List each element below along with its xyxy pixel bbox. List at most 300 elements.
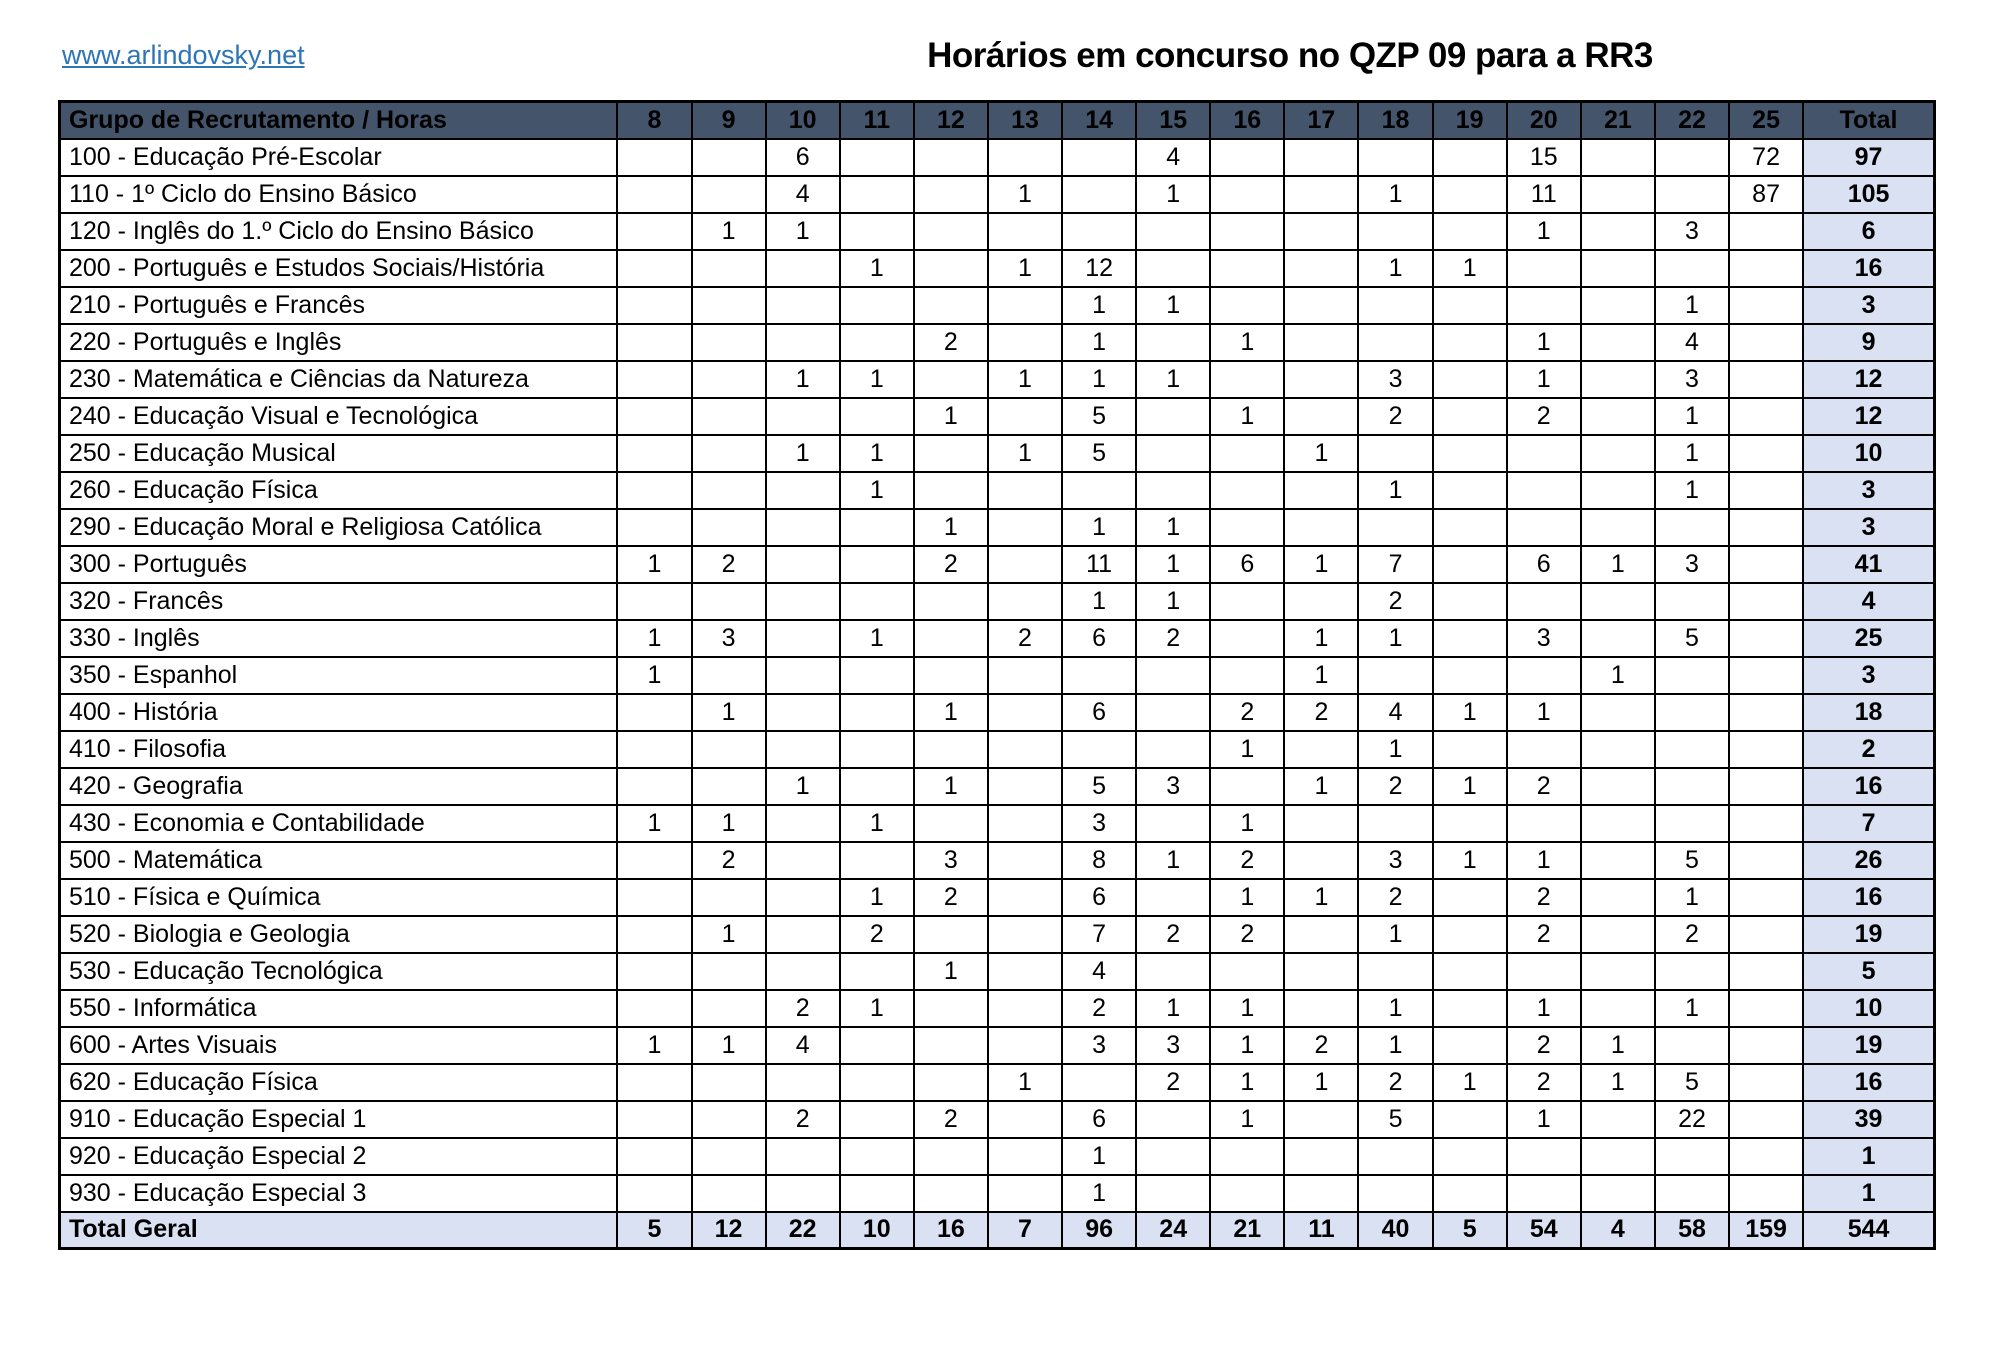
hours-cell-19 xyxy=(1433,1138,1507,1175)
hours-cell-8 xyxy=(617,213,691,250)
hours-cell-25 xyxy=(1729,1027,1803,1064)
hours-cell-11 xyxy=(840,657,914,694)
hours-cell-19 xyxy=(1433,213,1507,250)
hours-cell-22: 1 xyxy=(1655,472,1729,509)
total-cell: 16 xyxy=(1803,250,1934,287)
column-header-20: 20 xyxy=(1507,102,1581,139)
total-cell: 18 xyxy=(1803,694,1934,731)
hours-cell-8 xyxy=(617,472,691,509)
hours-cell-22 xyxy=(1655,657,1729,694)
hours-cell-15: 2 xyxy=(1136,1064,1210,1101)
hours-cell-10 xyxy=(766,509,840,546)
hours-cell-22: 1 xyxy=(1655,879,1729,916)
hours-cell-20 xyxy=(1507,250,1581,287)
group-cell: 930 - Educação Especial 3 xyxy=(60,1175,618,1212)
hours-cell-21 xyxy=(1581,472,1655,509)
table-row xyxy=(60,805,1935,842)
hours-cell-21 xyxy=(1581,842,1655,879)
hours-cell-20: 2 xyxy=(1507,879,1581,916)
hours-cell-17: 1 xyxy=(1284,620,1358,657)
hours-cell-14: 8 xyxy=(1062,842,1136,879)
hours-cell-9 xyxy=(692,990,766,1027)
hours-cell-8 xyxy=(617,583,691,620)
group-cell: 920 - Educação Especial 2 xyxy=(60,1138,618,1175)
table-row xyxy=(60,1064,1935,1101)
hours-cell-16: 6 xyxy=(1210,546,1284,583)
column-header-21: 21 xyxy=(1581,102,1655,139)
hours-cell-8: 5 xyxy=(617,1212,691,1249)
hours-cell-13 xyxy=(988,731,1062,768)
hours-cell-11: 2 xyxy=(840,916,914,953)
hours-cell-25 xyxy=(1729,953,1803,990)
group-cell: 910 - Educação Especial 1 xyxy=(60,1101,618,1138)
hours-cell-22: 2 xyxy=(1655,916,1729,953)
hours-cell-17 xyxy=(1284,805,1358,842)
table-row xyxy=(60,139,1935,176)
total-cell: 9 xyxy=(1803,324,1934,361)
hours-cell-9: 2 xyxy=(692,842,766,879)
hours-cell-12 xyxy=(914,361,988,398)
hours-cell-13: 1 xyxy=(988,435,1062,472)
table-row xyxy=(60,546,1935,583)
hours-cell-22: 58 xyxy=(1655,1212,1729,1249)
column-header-12: 12 xyxy=(914,102,988,139)
table-row xyxy=(60,398,1935,435)
group-cell: 250 - Educação Musical xyxy=(60,435,618,472)
hours-cell-12 xyxy=(914,472,988,509)
hours-cell-18 xyxy=(1358,953,1432,990)
hours-cell-20: 1 xyxy=(1507,361,1581,398)
hours-cell-19 xyxy=(1433,583,1507,620)
total-cell: 16 xyxy=(1803,1064,1934,1101)
hours-cell-14: 3 xyxy=(1062,1027,1136,1064)
hours-cell-13 xyxy=(988,509,1062,546)
hours-cell-21 xyxy=(1581,916,1655,953)
hours-cell-15: 3 xyxy=(1136,1027,1210,1064)
hours-cell-21 xyxy=(1581,250,1655,287)
hours-cell-11 xyxy=(840,953,914,990)
hours-cell-25 xyxy=(1729,805,1803,842)
hours-cell-18: 1 xyxy=(1358,176,1432,213)
total-cell: 544 xyxy=(1803,1212,1934,1249)
hours-cell-12 xyxy=(914,139,988,176)
hours-cell-13 xyxy=(988,694,1062,731)
total-cell: 3 xyxy=(1803,472,1934,509)
hours-cell-16 xyxy=(1210,1175,1284,1212)
hours-cell-9: 2 xyxy=(692,546,766,583)
group-cell: 220 - Português e Inglês xyxy=(60,324,618,361)
hours-cell-13: 7 xyxy=(988,1212,1062,1249)
hours-cell-21 xyxy=(1581,879,1655,916)
hours-cell-9 xyxy=(692,768,766,805)
table-row xyxy=(60,768,1935,805)
hours-cell-16 xyxy=(1210,361,1284,398)
hours-cell-14: 5 xyxy=(1062,398,1136,435)
hours-cell-20 xyxy=(1507,583,1581,620)
hours-cell-12: 2 xyxy=(914,1101,988,1138)
hours-cell-8 xyxy=(617,287,691,324)
hours-cell-21 xyxy=(1581,287,1655,324)
hours-cell-12 xyxy=(914,731,988,768)
group-cell: 200 - Português e Estudos Sociais/História xyxy=(60,250,618,287)
total-cell: 25 xyxy=(1803,620,1934,657)
total-cell: 4 xyxy=(1803,583,1934,620)
hours-cell-11 xyxy=(840,1064,914,1101)
hours-cell-22 xyxy=(1655,694,1729,731)
hours-cell-12: 1 xyxy=(914,953,988,990)
hours-cell-14: 6 xyxy=(1062,620,1136,657)
hours-cell-11 xyxy=(840,1175,914,1212)
hours-cell-10 xyxy=(766,842,840,879)
hours-cell-11 xyxy=(840,176,914,213)
hours-cell-16 xyxy=(1210,509,1284,546)
hours-cell-16 xyxy=(1210,176,1284,213)
hours-cell-19 xyxy=(1433,731,1507,768)
hours-cell-14: 1 xyxy=(1062,1175,1136,1212)
table-row xyxy=(60,361,1935,398)
hours-cell-14: 2 xyxy=(1062,990,1136,1027)
table-row xyxy=(60,1175,1935,1212)
hours-table xyxy=(58,100,1936,1250)
hours-cell-19 xyxy=(1433,657,1507,694)
hours-cell-16 xyxy=(1210,1138,1284,1175)
hours-cell-18: 2 xyxy=(1358,398,1432,435)
hours-cell-21: 1 xyxy=(1581,1027,1655,1064)
hours-cell-21 xyxy=(1581,1138,1655,1175)
hours-cell-11 xyxy=(840,842,914,879)
hours-cell-9 xyxy=(692,1101,766,1138)
hours-cell-11 xyxy=(840,1027,914,1064)
hours-cell-19 xyxy=(1433,324,1507,361)
hours-cell-10 xyxy=(766,250,840,287)
hours-cell-21 xyxy=(1581,213,1655,250)
hours-cell-15: 1 xyxy=(1136,287,1210,324)
hours-cell-19 xyxy=(1433,916,1507,953)
hours-cell-17 xyxy=(1284,953,1358,990)
site-link[interactable]: www.arlindovsky.net xyxy=(62,40,305,70)
group-cell: 550 - Informática xyxy=(60,990,618,1027)
hours-cell-19: 1 xyxy=(1433,250,1507,287)
hours-cell-13 xyxy=(988,1175,1062,1212)
hours-cell-12: 1 xyxy=(914,398,988,435)
hours-cell-8 xyxy=(617,879,691,916)
hours-cell-17 xyxy=(1284,250,1358,287)
hours-cell-12: 3 xyxy=(914,842,988,879)
hours-cell-16: 1 xyxy=(1210,990,1284,1027)
hours-cell-21 xyxy=(1581,509,1655,546)
hours-cell-14 xyxy=(1062,139,1136,176)
table-row xyxy=(60,1138,1935,1175)
hours-cell-22: 1 xyxy=(1655,435,1729,472)
hours-cell-21: 1 xyxy=(1581,1064,1655,1101)
hours-cell-9: 1 xyxy=(692,805,766,842)
hours-cell-8 xyxy=(617,139,691,176)
total-cell: 41 xyxy=(1803,546,1934,583)
group-cell: 240 - Educação Visual e Tecnológica xyxy=(60,398,618,435)
hours-cell-19 xyxy=(1433,435,1507,472)
hours-cell-17 xyxy=(1284,213,1358,250)
hours-cell-17 xyxy=(1284,472,1358,509)
hours-cell-18 xyxy=(1358,1138,1432,1175)
hours-cell-21 xyxy=(1581,398,1655,435)
group-cell: 350 - Espanhol xyxy=(60,657,618,694)
hours-cell-17: 1 xyxy=(1284,1064,1358,1101)
hours-cell-13: 1 xyxy=(988,361,1062,398)
hours-cell-16: 1 xyxy=(1210,1027,1284,1064)
total-cell: 16 xyxy=(1803,879,1934,916)
hours-cell-9: 1 xyxy=(692,916,766,953)
hours-cell-14: 5 xyxy=(1062,768,1136,805)
hours-cell-25 xyxy=(1729,1175,1803,1212)
hours-cell-19 xyxy=(1433,398,1507,435)
hours-cell-9: 1 xyxy=(692,1027,766,1064)
hours-cell-13: 1 xyxy=(988,250,1062,287)
hours-cell-10: 1 xyxy=(766,213,840,250)
hours-cell-9 xyxy=(692,398,766,435)
hours-cell-21: 1 xyxy=(1581,546,1655,583)
hours-cell-8 xyxy=(617,398,691,435)
hours-cell-9 xyxy=(692,1175,766,1212)
hours-cell-17 xyxy=(1284,842,1358,879)
hours-cell-16 xyxy=(1210,472,1284,509)
hours-cell-17 xyxy=(1284,139,1358,176)
group-cell: 290 - Educação Moral e Religiosa Católica xyxy=(60,509,618,546)
hours-cell-13 xyxy=(988,1027,1062,1064)
hours-cell-17 xyxy=(1284,990,1358,1027)
table-row xyxy=(60,213,1935,250)
hours-cell-12 xyxy=(914,176,988,213)
hours-cell-18: 1 xyxy=(1358,731,1432,768)
table-row xyxy=(60,842,1935,879)
hours-cell-15: 1 xyxy=(1136,509,1210,546)
hours-cell-18: 1 xyxy=(1358,472,1432,509)
hours-cell-16 xyxy=(1210,620,1284,657)
hours-cell-18 xyxy=(1358,435,1432,472)
hours-cell-22 xyxy=(1655,139,1729,176)
hours-cell-22 xyxy=(1655,805,1729,842)
hours-cell-13 xyxy=(988,768,1062,805)
hours-cell-19 xyxy=(1433,1101,1507,1138)
hours-cell-21: 4 xyxy=(1581,1212,1655,1249)
hours-cell-25 xyxy=(1729,657,1803,694)
hours-cell-18 xyxy=(1358,1175,1432,1212)
hours-cell-25 xyxy=(1729,879,1803,916)
hours-cell-10: 2 xyxy=(766,990,840,1027)
hours-cell-18: 40 xyxy=(1358,1212,1432,1249)
hours-cell-9 xyxy=(692,1138,766,1175)
hours-cell-21 xyxy=(1581,324,1655,361)
hours-cell-12: 1 xyxy=(914,509,988,546)
hours-cell-11 xyxy=(840,509,914,546)
hours-cell-13 xyxy=(988,139,1062,176)
hours-cell-16 xyxy=(1210,287,1284,324)
hours-cell-12: 1 xyxy=(914,694,988,731)
hours-cell-22 xyxy=(1655,731,1729,768)
hours-cell-10: 2 xyxy=(766,1101,840,1138)
hours-cell-11: 1 xyxy=(840,805,914,842)
hours-cell-8 xyxy=(617,953,691,990)
hours-cell-10 xyxy=(766,324,840,361)
hours-cell-8 xyxy=(617,768,691,805)
hours-cell-25 xyxy=(1729,694,1803,731)
group-cell: 210 - Português e Francês xyxy=(60,287,618,324)
hours-cell-16 xyxy=(1210,139,1284,176)
hours-cell-14 xyxy=(1062,176,1136,213)
hours-cell-18 xyxy=(1358,287,1432,324)
hours-cell-13 xyxy=(988,324,1062,361)
hours-cell-16: 1 xyxy=(1210,731,1284,768)
hours-cell-10: 4 xyxy=(766,176,840,213)
hours-cell-21 xyxy=(1581,953,1655,990)
hours-cell-17: 1 xyxy=(1284,657,1358,694)
table-row xyxy=(60,990,1935,1027)
hours-cell-22: 4 xyxy=(1655,324,1729,361)
hours-cell-17 xyxy=(1284,1175,1358,1212)
hours-cell-15 xyxy=(1136,694,1210,731)
hours-cell-22: 3 xyxy=(1655,361,1729,398)
total-cell: 19 xyxy=(1803,916,1934,953)
hours-cell-8: 1 xyxy=(617,657,691,694)
hours-cell-21 xyxy=(1581,1175,1655,1212)
hours-cell-18: 3 xyxy=(1358,842,1432,879)
table-row xyxy=(60,250,1935,287)
hours-cell-14: 12 xyxy=(1062,250,1136,287)
column-header-13: 13 xyxy=(988,102,1062,139)
hours-cell-15: 1 xyxy=(1136,546,1210,583)
hours-cell-18: 1 xyxy=(1358,1027,1432,1064)
hours-cell-18: 2 xyxy=(1358,583,1432,620)
hours-cell-8 xyxy=(617,1101,691,1138)
hours-cell-25 xyxy=(1729,916,1803,953)
hours-cell-8 xyxy=(617,1064,691,1101)
hours-cell-25 xyxy=(1729,472,1803,509)
hours-cell-12 xyxy=(914,583,988,620)
hours-cell-25 xyxy=(1729,1101,1803,1138)
total-cell: 3 xyxy=(1803,657,1934,694)
hours-cell-10 xyxy=(766,546,840,583)
hours-cell-20: 1 xyxy=(1507,324,1581,361)
hours-cell-15: 1 xyxy=(1136,990,1210,1027)
hours-cell-21 xyxy=(1581,361,1655,398)
hours-cell-18: 1 xyxy=(1358,916,1432,953)
total-cell: 6 xyxy=(1803,213,1934,250)
hours-cell-16: 21 xyxy=(1210,1212,1284,1249)
hours-cell-15 xyxy=(1136,1175,1210,1212)
hours-cell-25 xyxy=(1729,546,1803,583)
hours-cell-20: 1 xyxy=(1507,213,1581,250)
hours-cell-12 xyxy=(914,805,988,842)
hours-cell-18 xyxy=(1358,213,1432,250)
hours-cell-21 xyxy=(1581,620,1655,657)
hours-cell-14: 96 xyxy=(1062,1212,1136,1249)
hours-cell-13 xyxy=(988,990,1062,1027)
hours-cell-25 xyxy=(1729,287,1803,324)
hours-cell-20 xyxy=(1507,953,1581,990)
hours-cell-13 xyxy=(988,472,1062,509)
hours-cell-13 xyxy=(988,657,1062,694)
hours-cell-13 xyxy=(988,953,1062,990)
group-cell: 260 - Educação Física xyxy=(60,472,618,509)
total-row xyxy=(60,1212,1935,1249)
hours-cell-14: 1 xyxy=(1062,361,1136,398)
hours-cell-21 xyxy=(1581,583,1655,620)
hours-cell-22 xyxy=(1655,176,1729,213)
hours-cell-12 xyxy=(914,1064,988,1101)
group-cell: 120 - Inglês do 1.º Ciclo do Ensino Básico xyxy=(60,213,618,250)
group-cell: 530 - Educação Tecnológica xyxy=(60,953,618,990)
column-header-14: 14 xyxy=(1062,102,1136,139)
table-row xyxy=(60,879,1935,916)
total-cell: 12 xyxy=(1803,398,1934,435)
hours-cell-14 xyxy=(1062,1064,1136,1101)
hours-cell-21 xyxy=(1581,139,1655,176)
group-cell: 430 - Economia e Contabilidade xyxy=(60,805,618,842)
hours-cell-13 xyxy=(988,916,1062,953)
table-row xyxy=(60,731,1935,768)
table-row xyxy=(60,657,1935,694)
hours-cell-21 xyxy=(1581,435,1655,472)
hours-cell-21 xyxy=(1581,1101,1655,1138)
hours-cell-13 xyxy=(988,213,1062,250)
hours-cell-18: 2 xyxy=(1358,768,1432,805)
table-row xyxy=(60,472,1935,509)
hours-cell-17 xyxy=(1284,361,1358,398)
hours-cell-11 xyxy=(840,731,914,768)
hours-cell-19 xyxy=(1433,509,1507,546)
hours-cell-21 xyxy=(1581,990,1655,1027)
total-cell: 39 xyxy=(1803,1101,1934,1138)
hours-cell-12 xyxy=(914,435,988,472)
hours-cell-25 xyxy=(1729,583,1803,620)
hours-cell-17 xyxy=(1284,287,1358,324)
hours-cell-17 xyxy=(1284,1138,1358,1175)
group-cell: 500 - Matemática xyxy=(60,842,618,879)
hours-cell-9 xyxy=(692,1064,766,1101)
hours-cell-17: 1 xyxy=(1284,546,1358,583)
hours-cell-18: 7 xyxy=(1358,546,1432,583)
hours-cell-17: 11 xyxy=(1284,1212,1358,1249)
hours-cell-8 xyxy=(617,1175,691,1212)
hours-cell-11: 1 xyxy=(840,879,914,916)
hours-cell-22: 3 xyxy=(1655,213,1729,250)
hours-cell-14: 5 xyxy=(1062,435,1136,472)
hours-cell-8 xyxy=(617,361,691,398)
hours-cell-11 xyxy=(840,546,914,583)
total-cell: 3 xyxy=(1803,287,1934,324)
hours-cell-13 xyxy=(988,805,1062,842)
hours-cell-21 xyxy=(1581,176,1655,213)
hours-cell-13 xyxy=(988,583,1062,620)
hours-cell-12 xyxy=(914,250,988,287)
hours-cell-15 xyxy=(1136,879,1210,916)
hours-cell-9 xyxy=(692,435,766,472)
hours-cell-20 xyxy=(1507,287,1581,324)
hours-cell-20 xyxy=(1507,1138,1581,1175)
hours-cell-15 xyxy=(1136,472,1210,509)
hours-cell-12 xyxy=(914,287,988,324)
hours-cell-17 xyxy=(1284,324,1358,361)
hours-cell-22 xyxy=(1655,1175,1729,1212)
hours-cell-14: 1 xyxy=(1062,1138,1136,1175)
hours-cell-16: 2 xyxy=(1210,916,1284,953)
hours-cell-14: 3 xyxy=(1062,805,1136,842)
hours-cell-18 xyxy=(1358,805,1432,842)
hours-cell-22 xyxy=(1655,1027,1729,1064)
hours-cell-22: 1 xyxy=(1655,990,1729,1027)
hours-cell-16: 1 xyxy=(1210,324,1284,361)
hours-cell-19 xyxy=(1433,1175,1507,1212)
hours-cell-20: 6 xyxy=(1507,546,1581,583)
